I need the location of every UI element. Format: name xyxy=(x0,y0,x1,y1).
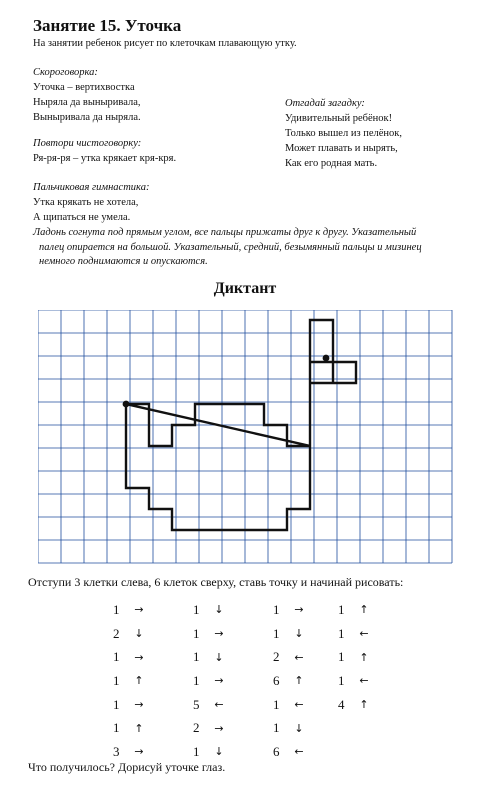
finger-gym-label: Пальчиковая гимнастика: xyxy=(33,182,150,193)
tongue-twister-block xyxy=(33,67,141,125)
arrow-right-icon: → xyxy=(134,745,144,759)
grid-svg xyxy=(38,310,453,565)
step-count: 1 xyxy=(193,743,200,759)
riddle-line: Как его родная мать. xyxy=(285,158,378,169)
finger-gym-line: А щипаться не умела. xyxy=(33,212,131,223)
command-step xyxy=(193,598,227,622)
arrow-right-icon: → xyxy=(214,674,224,688)
arrow-right-icon: → xyxy=(214,721,224,735)
step-count: 1 xyxy=(113,720,120,736)
arrow-down-icon: ↓ xyxy=(214,603,224,617)
finger-gym-line: Утка крякать не хотела, xyxy=(33,197,139,208)
command-step xyxy=(113,669,147,693)
dictation-title: Диктант xyxy=(213,280,277,297)
step-count: 1 xyxy=(193,625,200,641)
command-step xyxy=(193,669,227,693)
command-step xyxy=(273,645,307,669)
step-count: 5 xyxy=(193,696,200,712)
finger-gym-block xyxy=(33,182,149,225)
command-step xyxy=(338,669,372,693)
command-step xyxy=(113,598,147,622)
arrow-up-icon: ↑ xyxy=(134,721,144,735)
arrow-up-icon: ↑ xyxy=(359,650,369,664)
pure-phrase-line: Ря-ря-ря – утка крякает кря-кря. xyxy=(33,153,177,164)
command-step xyxy=(273,716,307,740)
arrow-down-icon: ↓ xyxy=(214,650,224,664)
step-count: 2 xyxy=(273,649,280,665)
command-step xyxy=(193,693,227,717)
step-count: 2 xyxy=(193,720,200,736)
pure-phrase-block xyxy=(33,138,176,166)
riddle-label: Отгадай загадку: xyxy=(285,98,365,109)
step-count: 1 xyxy=(338,625,345,641)
arrow-down-icon: ↓ xyxy=(134,627,144,641)
arrow-up-icon: ↑ xyxy=(294,674,304,688)
command-step xyxy=(338,693,372,717)
grid-lines xyxy=(38,310,452,563)
step-count: 1 xyxy=(338,649,345,665)
arrow-left-icon: ← xyxy=(359,627,369,641)
step-count: 1 xyxy=(273,625,280,641)
command-step xyxy=(273,669,307,693)
command-column xyxy=(113,598,147,764)
step-count: 1 xyxy=(338,672,345,688)
arrow-left-icon: ← xyxy=(294,745,304,759)
command-column xyxy=(273,598,307,764)
tongue-twister-line: Уточка – вертихвостка xyxy=(33,82,135,93)
start-dot xyxy=(123,401,130,408)
command-step xyxy=(113,693,147,717)
arrow-down-icon: ↓ xyxy=(214,745,224,759)
command-step xyxy=(113,716,147,740)
instruction-line: палец опирается на большой. Указательный, средний, безымянный пальцы и мизинец xyxy=(39,241,422,253)
arrow-left-icon: ← xyxy=(359,674,369,688)
arrow-left-icon: ← xyxy=(214,698,224,712)
command-step xyxy=(193,622,227,646)
step-count: 1 xyxy=(273,696,280,712)
step-count: 1 xyxy=(273,720,280,736)
command-step xyxy=(338,645,372,669)
arrow-up-icon: ↑ xyxy=(359,603,369,617)
command-step xyxy=(113,622,147,646)
riddle-line: Только вышел из пелёнок, xyxy=(285,128,402,139)
command-step xyxy=(273,622,307,646)
step-count: 1 xyxy=(273,601,280,617)
command-column xyxy=(338,598,372,716)
command-step xyxy=(338,622,372,646)
arrow-right-icon: → xyxy=(214,627,224,641)
riddle-line: Может плавать и нырять, xyxy=(285,143,398,154)
riddle-block xyxy=(285,98,402,171)
step-count: 1 xyxy=(338,601,345,617)
arrow-left-icon: ← xyxy=(294,698,304,712)
step-count: 6 xyxy=(273,672,280,688)
arrow-left-icon: ← xyxy=(294,650,304,664)
dictation-task: Отступи 3 клетки слева, 6 клеток сверху, ставь точку и начинай рисовать: xyxy=(28,575,404,589)
step-count: 1 xyxy=(193,601,200,617)
riddle-line: Удивительный ребёнок! xyxy=(285,113,393,124)
step-count: 6 xyxy=(273,743,280,759)
pure-phrase-label: Повтори чистоговорку: xyxy=(33,138,142,149)
step-count: 1 xyxy=(193,649,200,665)
dictation-question: Что получилось? Дорисуй уточке глаз. xyxy=(28,760,226,774)
arrow-right-icon: → xyxy=(294,603,304,617)
arrow-down-icon: ↓ xyxy=(294,721,304,735)
command-column xyxy=(193,598,227,764)
command-step xyxy=(273,740,307,764)
tongue-twister-label: Скороговорка: xyxy=(33,67,98,78)
arrow-up-icon: ↑ xyxy=(359,698,369,712)
command-step xyxy=(273,598,307,622)
step-count: 1 xyxy=(113,649,120,665)
arrow-right-icon: → xyxy=(134,603,144,617)
tongue-twister-line: Выныривала да ныряла. xyxy=(33,112,141,123)
duck-eye xyxy=(323,355,330,362)
arrow-right-icon: → xyxy=(134,698,144,712)
arrow-right-icon: → xyxy=(134,650,144,664)
finger-gym-instruction xyxy=(33,226,473,270)
step-count: 1 xyxy=(113,696,120,712)
step-count: 2 xyxy=(113,625,120,641)
arrow-up-icon: ↑ xyxy=(134,674,144,688)
step-count: 4 xyxy=(338,696,345,712)
drawing-grid xyxy=(38,310,453,570)
command-step xyxy=(113,645,147,669)
intro-text: На занятии ребенок рисует по клеточкам плавающую утку. xyxy=(33,38,297,49)
arrow-down-icon: ↓ xyxy=(294,627,304,641)
command-step xyxy=(273,693,307,717)
command-step xyxy=(338,598,372,622)
step-count: 1 xyxy=(113,672,120,688)
instruction-line: немного поднимаются и опускаются. xyxy=(39,256,208,267)
instruction-line: Ладонь согнута под прямым углом, все пальцы прижаты друг к другу. Указательный xyxy=(33,227,417,238)
step-count: 3 xyxy=(113,743,120,759)
page-title: Занятие 15. Уточка xyxy=(33,16,182,35)
command-step xyxy=(193,645,227,669)
step-count: 1 xyxy=(113,601,120,617)
tongue-twister-line: Ныряла да выныривала, xyxy=(33,97,141,108)
step-count: 1 xyxy=(193,672,200,688)
command-step xyxy=(193,716,227,740)
